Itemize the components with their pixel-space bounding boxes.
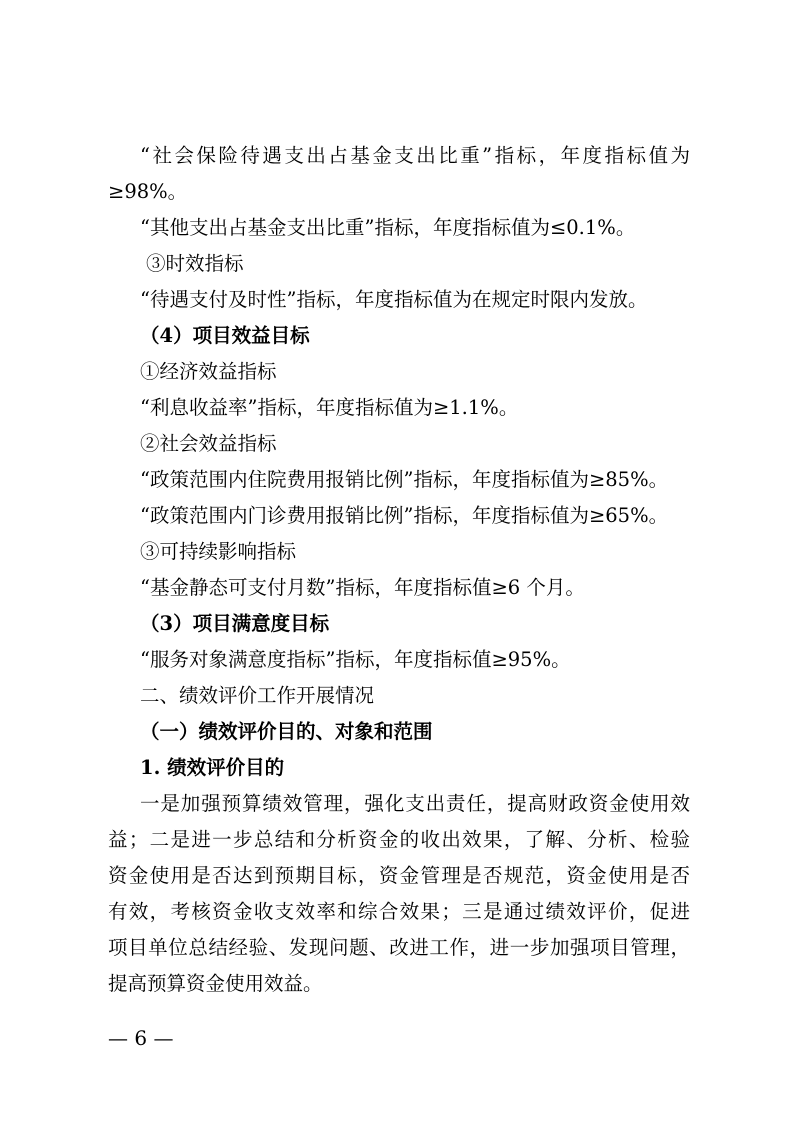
text-line: “社会保险待遇支出占基金支出比重”指标，年度指标值为 — [140, 144, 690, 167]
section-heading: 二、绩效评价工作开展情况 — [140, 684, 375, 707]
section-heading: （4）项目效益目标 — [140, 324, 310, 347]
text-line: 项目单位总结经验、发现问题、改进工作，进一步加强项目管理， — [108, 936, 690, 959]
section-heading: 1. 绩效评价目的 — [140, 756, 285, 779]
text-line: “基金静态可支付月数”指标，年度指标值≥6 个月。 — [140, 576, 585, 599]
text-line: ①经济效益指标 — [140, 360, 277, 383]
text-line: 有效，考核资金收支效率和综合效果；三是通过绩效评价，促进 — [108, 900, 690, 923]
text-line: 提高预算资金使用效益。 — [108, 972, 323, 995]
page-number: — 6 — — [108, 1026, 174, 1050]
text-line: ≥98%。 — [108, 180, 188, 203]
text-line: “服务对象满意度指标”指标，年度指标值≥95%。 — [140, 648, 571, 671]
text-line: “利息收益率”指标，年度指标值为≥1.1%。 — [140, 396, 519, 419]
text-line: “政策范围内住院费用报销比例”指标，年度指标值为≥85%。 — [140, 468, 669, 491]
text-line: “待遇支付及时性”指标，年度指标值为在规定时限内发放。 — [140, 288, 648, 311]
section-heading: （3）项目满意度目标 — [140, 612, 330, 635]
text-line: 资金使用是否达到预期目标，资金管理是否规范，资金使用是否 — [108, 864, 690, 887]
text-line: ②社会效益指标 — [140, 432, 277, 455]
text-line: “政策范围内门诊费用报销比例”指标，年度指标值为≥65%。 — [140, 504, 669, 527]
text-line: “其他支出占基金支出比重”指标，年度指标值为≤0.1%。 — [140, 216, 636, 239]
text-line: ③时效指标 — [146, 252, 244, 275]
section-heading: （一）绩效评价目的、对象和范围 — [140, 720, 433, 743]
text-line: 一是加强预算绩效管理，强化支出责任，提高财政资金使用效 — [140, 792, 690, 815]
text-line: ③可持续影响指标 — [140, 540, 297, 563]
text-line: 益；二是进一步总结和分析资金的收出效果，了解、分析、检验 — [108, 828, 690, 851]
